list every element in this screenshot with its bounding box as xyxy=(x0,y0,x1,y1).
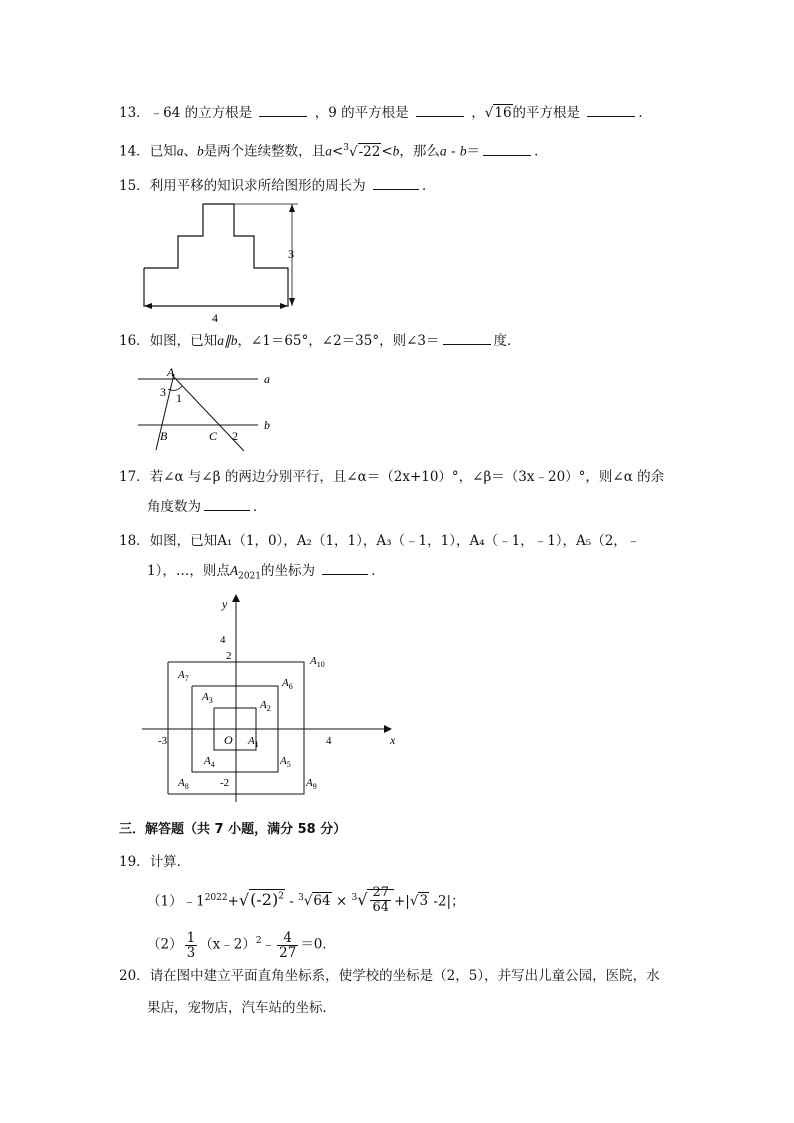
x-axis-label: x xyxy=(390,733,396,747)
question-17-line2: 角度数为 ． xyxy=(147,499,267,515)
sqrt-expression: √3 xyxy=(409,893,429,910)
label-A2: $A_2$ xyxy=(260,699,271,713)
tick-x-neg3: -3 xyxy=(158,735,168,747)
cube-root-expression: √64 xyxy=(303,893,331,910)
question-18-line2: 1），…，则点$A_{2021}$的坐标为 ． xyxy=(147,563,385,582)
y-axis-label: y xyxy=(222,597,228,611)
line-b-label: b xyxy=(264,418,270,432)
answer-blank xyxy=(443,331,491,345)
label-A10: $A_{10}$ xyxy=(310,655,325,669)
origin-label: O xyxy=(224,733,233,747)
tick-y-4: 4 xyxy=(220,634,226,646)
label-A6: $A_6$ xyxy=(282,677,293,691)
point-B-label: B xyxy=(160,429,168,443)
label-A3: $A_3$ xyxy=(202,691,213,705)
answer-blank xyxy=(373,176,419,190)
answer-blank xyxy=(416,103,464,117)
angle-2-label: 2 xyxy=(232,429,238,443)
label-A8: $A_8$ xyxy=(178,777,189,791)
sqrt-expression: $√(-2)^2$ xyxy=(238,890,284,910)
answer-blank xyxy=(483,142,531,156)
tick-y-2: 2 xyxy=(226,650,232,662)
cube-root-fraction: √ $\frac{27}{64}$ xyxy=(357,885,394,915)
angle-3-label: 3 xyxy=(160,385,166,399)
question-14: 14．已知a、b是两个连续整数，且a<$^3$√-22<b，那么a - b＝ ． xyxy=(119,143,548,160)
label-A1: $A_1$ xyxy=(248,735,259,749)
coordinate-spiral-figure xyxy=(140,592,400,807)
cube-root-expression: √-22 xyxy=(348,143,381,160)
question-19-part2: （2） $\frac{1}{3}$ （x﹣2）$^2$﹣ $\frac{4}{27}$ ＝0． xyxy=(147,929,336,961)
width-label: 4 xyxy=(212,311,218,325)
answer-blank xyxy=(259,103,307,117)
question-15: 15．利用平移的知识求所给图形的周长为 ． xyxy=(119,178,436,194)
question-19: 19．计算． xyxy=(119,854,191,870)
question-20-line1: 20．请在图中建立平面直角坐标系，使学校的坐标是（2，5），并写出儿童公园，医院，水 xyxy=(119,968,660,984)
sqrt-expression: √16 xyxy=(484,105,512,121)
parallel-lines-figure xyxy=(130,362,290,454)
question-18-line1: 18．如图，已知A₁（1，0），A₂（1，1），A₃（﹣1，1），A₄（﹣1，﹣1），A₅（2，﹣ xyxy=(119,533,641,549)
line-a-label: a xyxy=(264,372,270,386)
question-17-line1: 17．若∠α 与∠β 的两边分别平行，且∠α＝（2x+10）°，∠β＝（3x﹣20）°，则∠α 的余 xyxy=(119,469,665,485)
answer-blank xyxy=(587,103,635,117)
tick-x-4: 4 xyxy=(326,735,332,747)
question-19-part1: $(1)﹣1^{2022}+√(-2)^2 - ^3√64 \times ^3√$ $\frac{27}{64}$ +|√3 -2|； xyxy=(147,882,465,916)
height-label: 3 xyxy=(288,247,294,261)
angle-1-label: 1 xyxy=(176,391,182,405)
point-A-label: A xyxy=(167,365,175,379)
answer-blank xyxy=(322,561,368,575)
point-C-label: C xyxy=(209,429,218,443)
label-A5: $A_5$ xyxy=(280,755,291,769)
answer-blank xyxy=(204,497,250,511)
question-20-line2: 果店，宠物店，汽车站的坐标． xyxy=(147,1000,336,1016)
label-A4: $A_4$ xyxy=(204,755,215,769)
question-16: 16．如图，已知a∥b，∠1＝65°，∠2＝35°，则∠3＝ 度． xyxy=(119,333,521,349)
label-A9: $A_9$ xyxy=(306,777,317,791)
label-A7: $A_7$ xyxy=(178,669,189,683)
question-13: 13．﹣64 的立方根是 ，9 的平方根是 ，√16的平方根是 ． xyxy=(119,105,652,121)
section-3-heading: 三．解答题（共 7 小题，满分 58 分） xyxy=(119,822,347,837)
stair-figure xyxy=(130,198,310,328)
tick-y-neg2: -2 xyxy=(220,777,230,789)
